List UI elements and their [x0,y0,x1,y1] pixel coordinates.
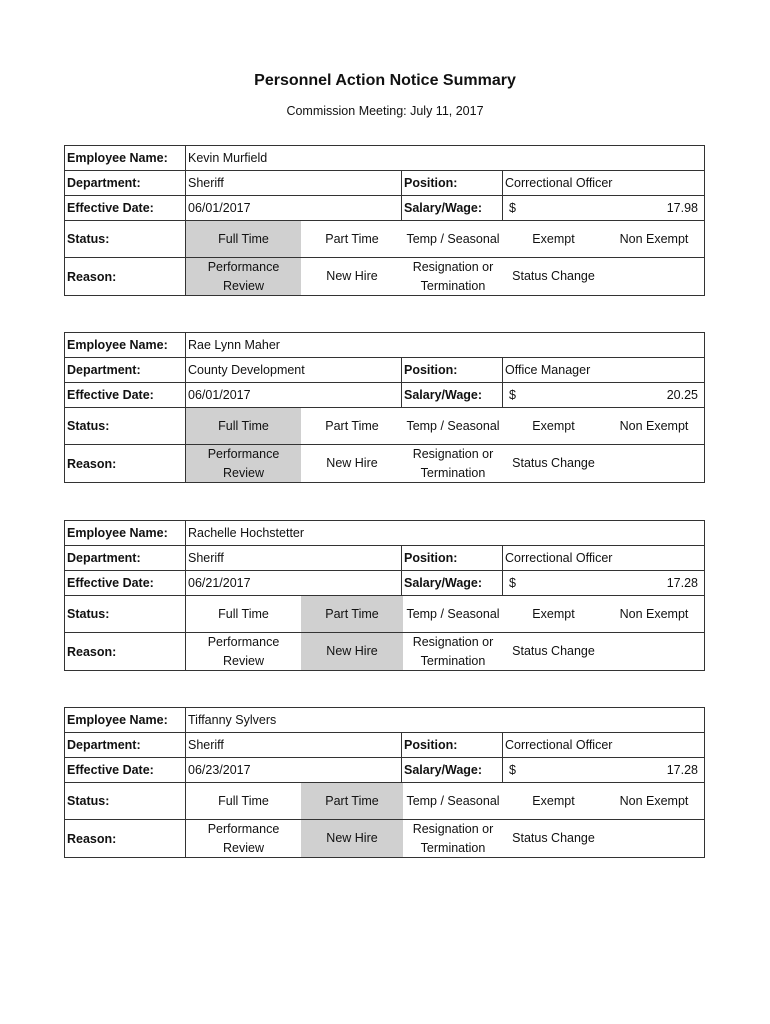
department-value: Sheriff [186,546,402,571]
reason-option-status-change[interactable]: Status Change [512,644,595,658]
salary-wage-label: Salary/Wage: [402,383,503,408]
currency-symbol: $ [509,388,516,402]
department-value: Sheriff [186,171,402,196]
reason-option-new-hire[interactable]: New Hire [301,633,403,670]
status-option-temp-seasonal[interactable]: Temp / Seasonal [403,783,503,820]
employee-name-value: Rachelle Hochstetter [186,521,704,546]
reason-option-new-hire[interactable]: New Hire [326,269,378,283]
employee-name-label: Employee Name: [65,146,186,171]
employee-name-label: Employee Name: [65,708,186,733]
status-option-part-time[interactable]: Part Time [301,783,403,820]
salary-amount: 17.98 [666,201,698,215]
status-label: Status: [65,221,186,258]
department-label: Department: [65,546,186,571]
status-option-exempt[interactable]: Exempt [503,408,604,445]
position-value: Correctional Officer [503,546,704,571]
position-value: Correctional Officer [503,171,704,196]
employee-name-value: Rae Lynn Maher [186,333,704,358]
personnel-record-2 [64,332,705,483]
status-option-full-time[interactable]: Full Time [186,783,301,820]
status-option-non-exempt[interactable]: Non Exempt [604,596,704,633]
position-value: Correctional Officer [503,733,704,758]
reason-label: Reason: [65,820,186,857]
effective-date-label: Effective Date: [65,571,186,596]
currency-symbol: $ [509,763,516,777]
effective-date-label: Effective Date: [65,383,186,408]
employee-name-label: Employee Name: [65,521,186,546]
page-title: Personnel Action Notice Summary [254,72,516,89]
position-label: Position: [402,171,503,196]
reason-option-status-change[interactable]: Status Change [512,831,595,845]
personnel-record-3 [64,520,705,671]
salary-wage-value [503,758,704,783]
reason-option-status-change[interactable]: Status Change [512,269,595,283]
status-option-temp-seasonal[interactable]: Temp / Seasonal [403,408,503,445]
reason-option-resignation-termination[interactable]: Resignation or Termination [412,446,494,480]
status-option-temp-seasonal[interactable]: Temp / Seasonal [403,221,503,258]
position-label: Position: [402,358,503,383]
status-label: Status: [65,596,186,633]
reason-option-new-hire[interactable]: New Hire [326,456,378,470]
status-label: Status: [65,408,186,445]
currency-symbol: $ [509,201,516,215]
reason-option-resignation-termination[interactable]: Resignation or Termination [412,821,494,855]
status-option-non-exempt[interactable]: Non Exempt [604,221,704,258]
personnel-record-1 [64,145,705,296]
status-option-non-exempt[interactable]: Non Exempt [604,408,704,445]
effective-date-value: 06/23/2017 [186,758,402,783]
reason-option-new-hire[interactable]: New Hire [301,820,403,857]
status-option-full-time[interactable]: Full Time [186,408,301,445]
meeting-subtitle: Commission Meeting: July 11, 2017 [286,104,484,118]
status-option-part-time[interactable]: Part Time [301,221,403,258]
reason-label: Reason: [65,445,186,482]
effective-date-label: Effective Date: [65,196,186,221]
salary-wage-label: Salary/Wage: [402,758,503,783]
salary-amount: 17.28 [666,763,698,777]
reason-option-performance-review[interactable]: Performance Review [186,445,301,482]
reason-option-performance-review[interactable]: Performance Review [207,634,280,668]
status-option-exempt[interactable]: Exempt [503,596,604,633]
reason-option-performance-review[interactable]: Performance Review [207,821,280,855]
reason-label: Reason: [65,258,186,295]
effective-date-value: 06/01/2017 [186,383,402,408]
position-label: Position: [402,546,503,571]
status-option-part-time[interactable]: Part Time [301,408,403,445]
salary-wage-label: Salary/Wage: [402,571,503,596]
effective-date-value: 06/01/2017 [186,196,402,221]
employee-name-value: Kevin Murfield [186,146,704,171]
reason-option-resignation-termination[interactable]: Resignation or Termination [412,634,494,668]
department-value: County Development [186,358,402,383]
currency-symbol: $ [509,576,516,590]
effective-date-value: 06/21/2017 [186,571,402,596]
reason-option-status-change[interactable]: Status Change [512,456,595,470]
reason-option-resignation-termination[interactable]: Resignation or Termination [412,259,494,293]
effective-date-label: Effective Date: [65,758,186,783]
salary-amount: 20.25 [666,388,698,402]
department-label: Department: [65,358,186,383]
salary-wage-label: Salary/Wage: [402,196,503,221]
position-label: Position: [402,733,503,758]
status-option-full-time[interactable]: Full Time [186,221,301,258]
reason-label: Reason: [65,633,186,670]
salary-wage-value [503,571,704,596]
salary-wage-value [503,383,704,408]
reason-option-performance-review[interactable]: Performance Review [186,258,301,295]
employee-name-value: Tiffanny Sylvers [186,708,704,733]
status-option-temp-seasonal[interactable]: Temp / Seasonal [403,596,503,633]
salary-amount: 17.28 [666,576,698,590]
department-label: Department: [65,171,186,196]
department-value: Sheriff [186,733,402,758]
status-option-exempt[interactable]: Exempt [503,783,604,820]
status-option-part-time[interactable]: Part Time [301,596,403,633]
status-option-non-exempt[interactable]: Non Exempt [604,783,704,820]
status-label: Status: [65,783,186,820]
status-option-full-time[interactable]: Full Time [186,596,301,633]
personnel-record-4 [64,707,705,858]
salary-wage-value [503,196,704,221]
employee-name-label: Employee Name: [65,333,186,358]
department-label: Department: [65,733,186,758]
position-value: Office Manager [503,358,704,383]
status-option-exempt[interactable]: Exempt [503,221,604,258]
